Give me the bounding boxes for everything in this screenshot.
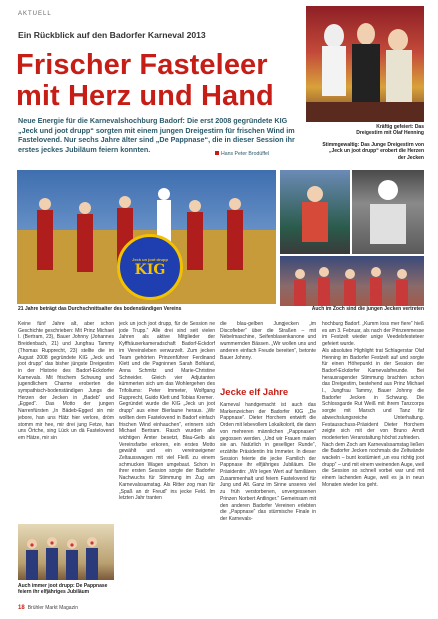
bullet-square-icon: [215, 151, 219, 155]
caption-mid-right: Auch im Zoch sind die jungen Jecken vertreten: [311, 306, 424, 312]
body-column-2: jeck un joch joot drupp, für de Session ne jode Trupp.“ Alle drei sind seit vielen Jahren als aktive Mitglieder der Kyffhäuserkameradschaft Badorf-Eckdorf im Vereinsleben verwurzelt. Zum jecken Team gehörten Prinzenführer Ferdinand Klett und die Pagninnen Sarah Bohland, Anna Schmitz und Marie-Christine Schneider. Gleich vier Adjutanten kümmerten sich um das Wohlergehen des Trifoliums: Peter Immeter, Wolfgang Rupprecht, Guido Klett und Tobias Kremer. Gegründet wurde die KIG „Jeck un joot drupp“ aus einer Bierlaune heraus. „Wir wollten dem Fastelovend in Badorf einfach frischen Wind einhauchen“, erinnern sich Michael Bertram. Rasch wurden alle wichtigen Ämter besetzt, Blau-Gelb als Vereinsfarbe erkoren, ein erstes Motto gewählt und ein vereinseigener Zeltausswagen mit viel Fleiß zu einem schmucken Wagen umgebaut. Schon in ihrer ersten Session sorgte der Badorfer Nachwuchs für Stimmung im Zug am Karnevalssamstag. Als Ritter zog man für „Spaß an dr Freud“ ins jecke Feld. Im letzten Jahr tranten: [119, 321, 215, 502]
magazine-name: Brühler Markt Magazin: [27, 605, 78, 611]
photo-zoch-2-figures: [352, 170, 424, 254]
body-column-3a: die blau-gelben Jungjecken „im Discofieber“ über die Straßen – mit Nebelmaschine, Seifenblasenkanone und wummernden Bässen. „Wir wollen uns und anderen einfach Freude bereiten“, betonte Bauer Johnny.: [220, 321, 316, 361]
page-number: 18: [18, 605, 25, 611]
photo-zoch-1-figures: [280, 170, 350, 254]
section-label: AKTUELL: [18, 11, 52, 17]
caption-top-right-1: Kräftig gefeiert: Das Dreigestirn mit Olaf Henning: [356, 124, 424, 137]
kicker: Ein Rückblick auf den Badorfer Karneval 2013: [18, 30, 206, 40]
flag-ring-text: Jeck un joot drupp: [132, 256, 168, 262]
caption-top-right-2: Stimmgewaltig: Das Junge Dreigestirn von „Jeck un joot drupp“ erobert die Herzen der Jecken: [322, 142, 424, 161]
photo-zoch-2: [352, 170, 424, 254]
photo-zoch-1: [280, 170, 350, 254]
photo-pappnase-figures: [18, 524, 114, 580]
photo-dreigestirn-henning: [306, 6, 424, 122]
byline: [215, 151, 269, 157]
caption-mid-left: 21 Jahre beträgt das Durchschnittsalter des bodenständigen Vereins: [18, 306, 182, 312]
headline-line-2: mit Herz und Hand: [16, 80, 274, 112]
caption-bottom-left: Auch immer joot drupp: De Pappnase feiern ihr elfjähriges Jubiläum: [18, 583, 108, 596]
photo-zoch-3-figures: [280, 256, 424, 306]
headline-line-1: Frischer Fasteleer: [16, 49, 268, 81]
body-column-4: hochburg Badorf. „Kumm loss mer fiere“ hieß es am 3. Februar, als nach der Prinzenmesse im Festzelt wieder unige Veedelsfesteteer gefeiert wurde. Als absolutes Highlight trat Schlagerstar Olaf Henning im Badorfer Festzelt auf und sorgte für einen Höhepunkt in der Session der Badorf-Eckdorfer Karnevalsfreunde. Bei herausragender Stimmung brachten schon das Dreigestirn, bestehend aus Prinz Michael I., Jungfrau Tammy, Bauer Johnny die Badorfer Jecken in Schwung. Die Schlossgarde Rut Weiß mit ihrem Tanzcorps sorgte mit Marsch und Tanz für abwechslungsreiche Unterhaltung. Festausschuss-Präsident Dieter Horchem zeigte sich mit der von Bruno Arndt moderierten Veranstaltung höchst zufrieden. Nach dem Zoch am Karnevalssamstag ließen die Badorfer Jecken nochmals die Zeltwände wackeln – bunt kostümiert „un esu richtig joot drupp“ – und mit einem weinenden Auge, weil die Session so schnell vorbei war und mit einem lachenden Auge, weil es ja in neun Monaten wieder los geht.: [322, 321, 424, 488]
footer: [18, 605, 78, 611]
teaser: Neue Energie für die Karnevalshochburg Badorf: Die erst 2008 gegründete KIG „Jeck und joot drupp“ sorgten mit einem jungen Dreigestirn für frischen Wind im Fastelovend. Nur sechs Jahre älter sind „De Pappnase“, die in dieser Session ihr erstes jeckes Jubiläum feiern konnten.: [18, 116, 295, 154]
flag-text: KIG: [134, 261, 166, 278]
body-column-3b: Karneval handgemacht ist auch das Markenzeichen der Badorfer KIG „De Pappnase“. Dieter Horchem entwirft die Orden mit lebevollem Lokalkolorit, die dann von mehreren männlichen „Pappnasen“ gegossen werden. „Und wir Frauen malen sie an. Natürlich in geselliger Runde“, erzählte Präsidentin Iris Immeter. In dieser Session feierte die jecke Familich der Pappnase ihr elfjähriges Jubiläum. Die Präsidentin: „Wir legen Wert auf familiären Zusammenhalt und feiern Fastelovend für Jung und Alt. Ganz im Sinne unseres viel zu früh verstorbenen, unvergessenen Prinzen Norbert Antlinger.“ Gemeinsam mit den anderen Badorfer Vereinen erlebten die „Pappnase“ das stürmische Finale in der Karnevals-: [220, 402, 316, 522]
kig-flag: [117, 234, 183, 300]
author: Hans Peter Brodüffel: [221, 151, 270, 157]
photo-figures: [306, 6, 424, 122]
subhead: Jecke elf Jahre: [220, 387, 289, 398]
photo-kig-group: [17, 170, 276, 304]
photo-zoch-3: [280, 256, 424, 306]
body-column-1: Keine fünf Jahre alt, aber schon Geschichte geschrieben: Mit Prinz Michael I. (Bertram, 23), Bauer Johnny (Johannes Breidenbach, 21) und Jungfrau Tammy (Thomas Rupprecht, 23) stellte die im August 2008 gegründete KIG „Jeck und joot drupp“ das bisher jüngste Dreigestirn in der Historie des Badorf-Eckdorfer Karnevals. Mit frischem Schwung und jugendlichem Charme eroberten die sympathisch-bodenständigen Jungs die Herzen der Jecken in „Badeb“ und „Egged“. Das Motto der jungen Narrenfürsten „In Bädeb-Egged sin mir jebore, han uns Hätz hier verlore, dröm stomm mir hee, mir drei jung Fetze, han uns Örtche, sing Lück un dä Fastelovend em Hätze, mir sin: [18, 321, 114, 441]
photo-pappnase: [18, 524, 114, 580]
